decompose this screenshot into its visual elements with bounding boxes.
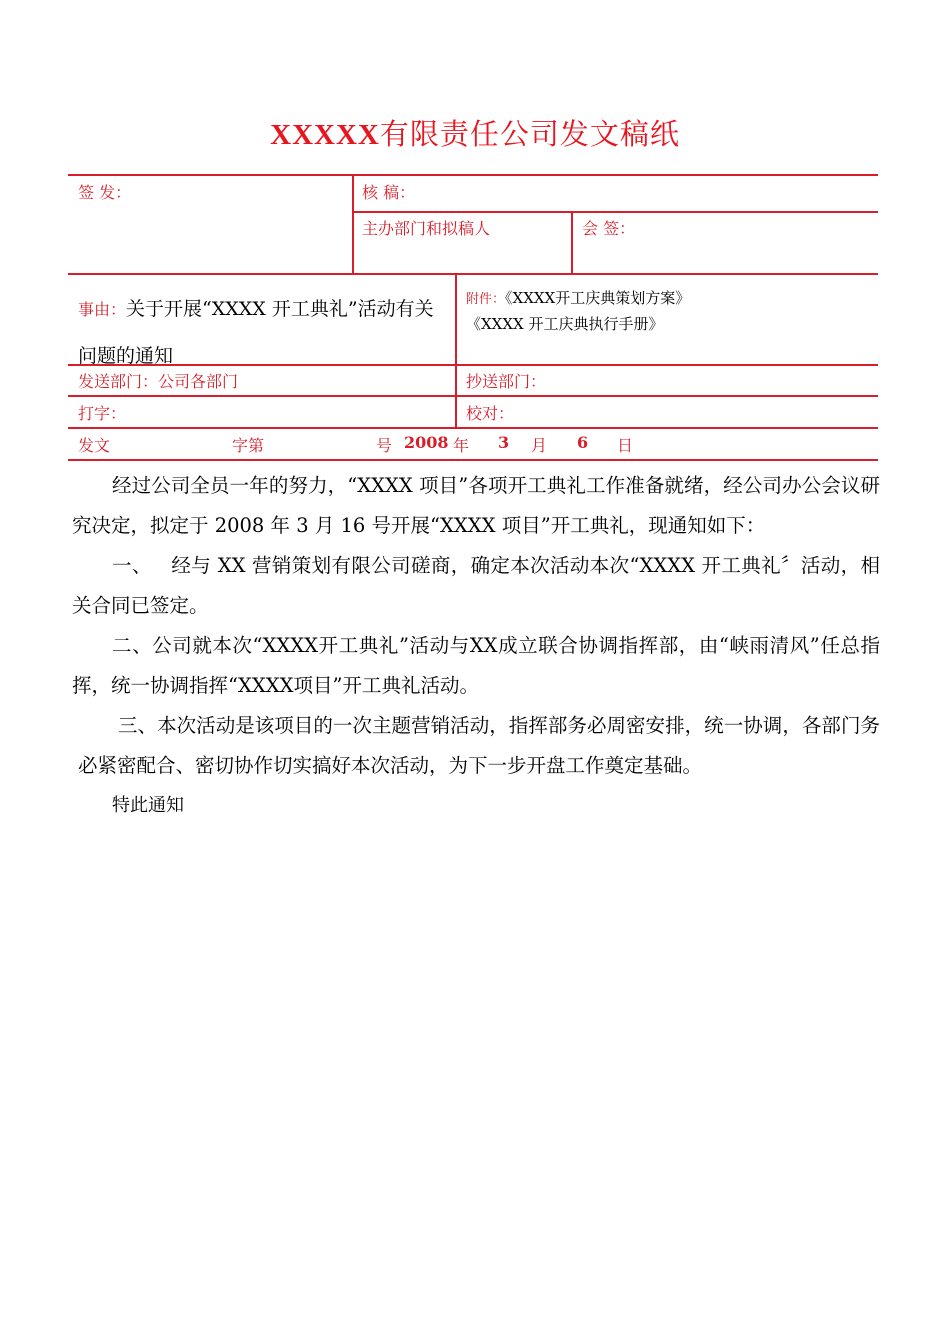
attachment-item-1: 《XXXX开工庆典策划方案》: [505, 289, 691, 307]
copy-to-label: 抄送部门：: [466, 372, 547, 391]
form-line-review: [352, 211, 878, 213]
form-line-section4: [68, 427, 878, 429]
notice-body: [72, 466, 880, 826]
fawen-label: 发文: [78, 436, 111, 455]
form-divider-countersign: [571, 211, 573, 274]
page-title: [0, 112, 950, 153]
form-divider-sign: [352, 174, 354, 274]
day-value: 6: [577, 433, 589, 452]
body-paragraph-4: [72, 706, 880, 786]
body-paragraph-1: 经过公司全员一年的努力，“XXXX 项目”各项开工典礼工作准备就绪，经公司办公会议研究决定，拟定于 2008 年 3 月 16 号开展“XXXX 项目”开工典礼，现通知如下：: [72, 474, 880, 537]
countersign-label: 会 签：: [582, 219, 636, 238]
title-text: 有限责任公司发文稿纸: [379, 117, 680, 151]
hao-label: 号: [376, 436, 393, 455]
sign-label: 签 发：: [78, 183, 132, 202]
form-divider-middle: [455, 273, 457, 428]
yue-label: 月: [531, 436, 548, 455]
proofread-label: 校对：: [466, 404, 515, 423]
reason-label: 事由：: [78, 300, 127, 319]
attachment-label: 附件：: [466, 292, 506, 307]
nian-label: 年: [453, 436, 470, 455]
form-line-section3: [68, 395, 878, 397]
zidi-label: 字第: [232, 436, 265, 455]
body-paragraph-4-lead: 三、本次活动是该项目的一次主题: [118, 714, 412, 737]
reason-field: [78, 286, 452, 379]
dept-drafter-label: 主办部门和拟稿人: [362, 219, 491, 238]
typist-label: 打字：: [78, 404, 127, 423]
form-bottom-border: [68, 459, 878, 461]
body-paragraph-4-rest: 营销活动，指挥部务必周密安排，统一协调，各部门务必紧密配合、密切协作切实搞好本次活动，为下一步开盘工作奠定基础。: [78, 714, 880, 777]
attachment-item-2: 《XXXX 开工庆典执行手册》: [466, 315, 664, 333]
title-brand: XXXXX: [270, 119, 380, 151]
body-paragraph-3: 二、公司就本次“XXXX开工典礼”活动与XX成立联合协调指挥部，由“峡雨清风”任总指挥，统一协调指挥“XXXX项目”开工典礼活动。: [72, 634, 880, 697]
month-value: 3: [498, 433, 510, 452]
send-to-label: 发送部门：公司各部门: [78, 372, 239, 391]
year-value: 2008: [404, 433, 449, 452]
form-top-border: [68, 174, 878, 176]
attachment-field: [466, 286, 690, 336]
form-line-section1: [68, 273, 878, 275]
body-paragraph-2: 一、 经与 XX 营销策划有限公司磋商，确定本次活动本次“XXXX 开工典礼〞活动，相关合同已签定。: [72, 554, 880, 617]
closing-text: 特此通知: [112, 795, 184, 816]
reason-text: 关于开展“XXXX 开工典礼”活动有关问题的通知: [78, 298, 434, 367]
review-label: 核 稿：: [362, 183, 416, 202]
ri-label: 日: [617, 436, 634, 455]
